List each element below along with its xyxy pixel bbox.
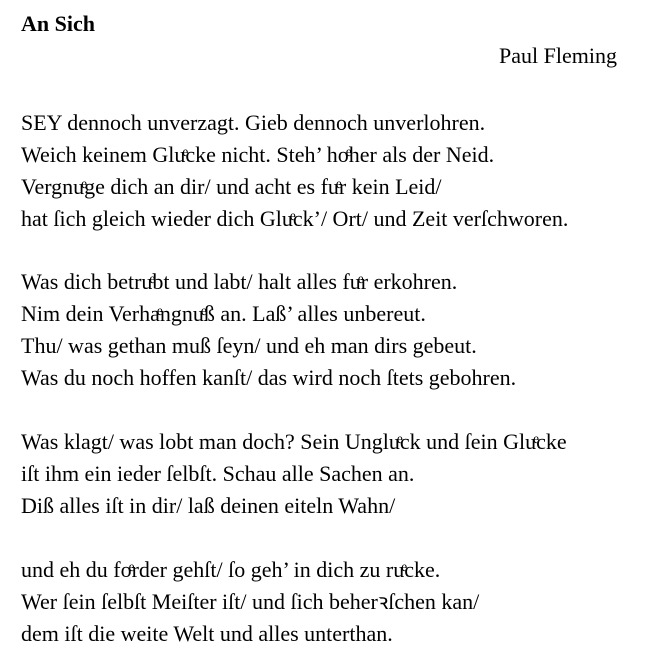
poem-line: und eh du foͤrder gehſt/ ſo geh’ in dich zu ruͤcke.: [21, 557, 441, 582]
poem-title: An Sich: [21, 11, 95, 36]
poem-line: Thu/ was gethan muß ſeyn/ und eh man dirs gebeut.: [21, 333, 477, 358]
poem-line: Weich keinem Gluͤcke nicht. Steh’ hoͤher als der Neid.: [21, 142, 495, 167]
poem-line: SEY dennoch unverzagt. Gieb dennoch unverlohren.: [21, 110, 486, 135]
poem-line: Was du noch hoffen kanſt/ das wird noch ſtets gebohren.: [21, 365, 517, 390]
stanza-1: [21, 107, 568, 235]
stanza-2: [21, 266, 516, 394]
stanza-3: [21, 426, 567, 522]
poem-line: hat ſich gleich wieder dich Gluͤck’/ Ort/ und Zeit verſchworen.: [21, 206, 569, 231]
poem-author: Paul Fleming: [499, 43, 617, 68]
poem-line: dem iſt die weite Welt und alles unterthan.: [21, 621, 393, 646]
poem-line: Diß alles iſt in dir/ laß deinen eiteln Wahn/: [21, 493, 396, 518]
poem-line: iſt ihm ein ieder ſelbſt. Schau alle Sachen an.: [21, 461, 415, 486]
poem-line: Nim dein Verhaͤngnuͤß an. Laß’ alles unbereut.: [21, 301, 426, 326]
poem-line: Wer ſein ſelbſt Meiſter iſt/ und ſich beherꝛſchen kan/: [21, 589, 480, 614]
poem-line: Vergnuͤge dich an dir/ und acht es fuͤr kein Leid/: [21, 174, 442, 199]
stanza-4: [21, 554, 479, 650]
poem-line: Was dich betruͤbt und labt/ halt alles fuͤr erkohren.: [21, 269, 458, 294]
poem-line: Was klagt/ was lobt man doch? Sein Ungluͤck und ſein Gluͤcke: [21, 429, 567, 454]
